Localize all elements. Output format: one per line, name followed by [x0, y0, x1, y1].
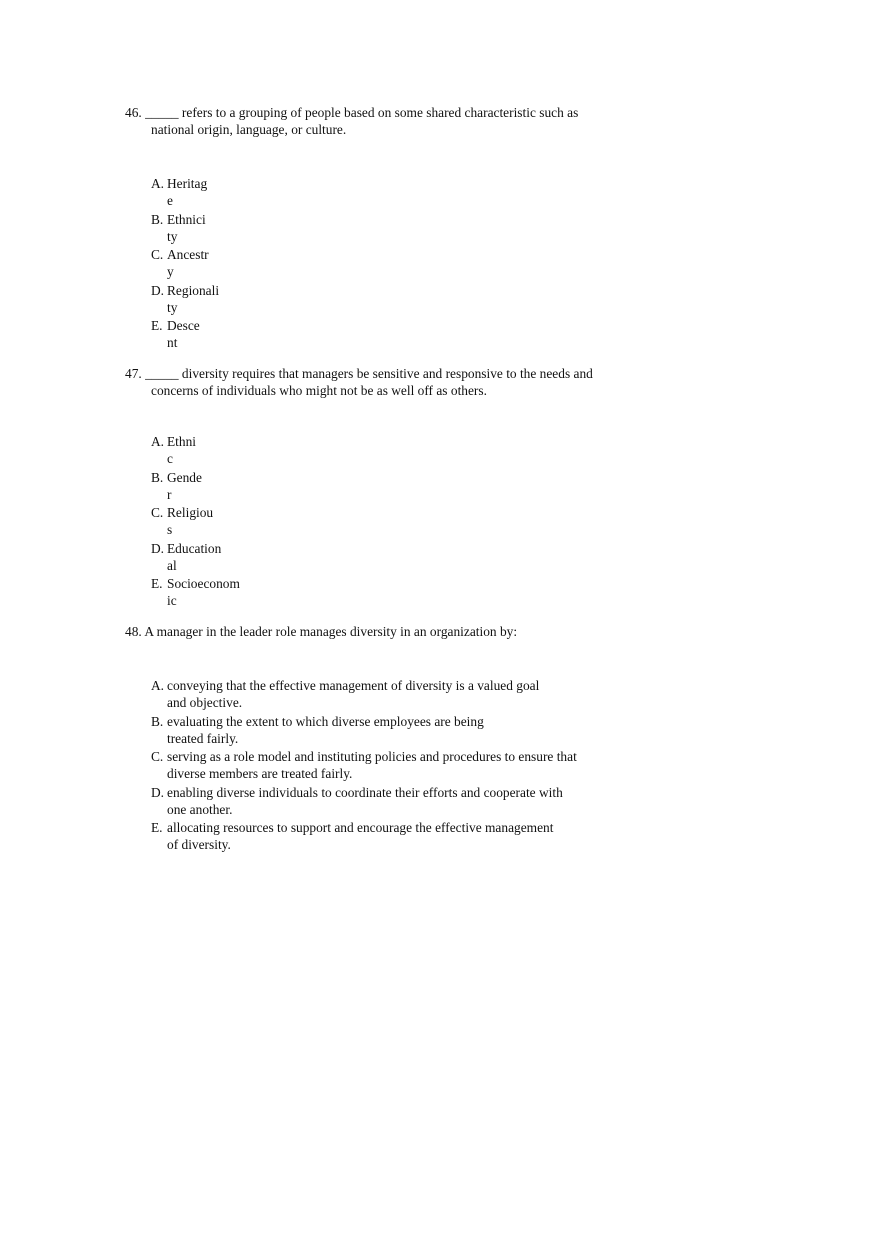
- question-46-stem-line-1: 46. _____ refers to a grouping of people based on some shared characteristic such as: [125, 105, 579, 120]
- question-number: 48.: [125, 624, 142, 639]
- question-47-options: [151, 433, 240, 611]
- question-47-stem-line-2: concerns of individuals who might not be as well off as others.: [151, 383, 487, 398]
- option-letter: A.: [151, 678, 165, 693]
- option-letter: E.: [151, 576, 163, 591]
- option-letter: B.: [151, 713, 164, 729]
- option-a: A. Heritag e: [151, 176, 208, 208]
- option-letter: A.: [151, 176, 165, 191]
- option-letter: D.: [151, 282, 165, 298]
- question-48: [125, 623, 517, 640]
- option-letter: D.: [151, 784, 165, 800]
- question-47-stem-line-1: 47. _____ diversity requires that managers be sensitive and responsive to the needs and: [125, 366, 593, 381]
- option-letter: C.: [151, 749, 164, 764]
- option-d: D. Education al: [151, 540, 222, 573]
- question-46: [125, 104, 578, 138]
- option-a: A. conveying that the effective management of diversity is a valued goal and objective.: [151, 678, 540, 710]
- option-letter: C.: [151, 505, 164, 520]
- question-number: 46.: [125, 105, 142, 120]
- option-letter: E.: [151, 318, 163, 333]
- question-48-stem-line-1: 48. A manager in the leader role manages diversity in an organization by:: [125, 624, 518, 639]
- option-b: B. Ethnici ty: [151, 211, 206, 244]
- option-e: E. Desce nt: [151, 318, 200, 350]
- option-letter: A.: [151, 434, 165, 449]
- question-46-options: [151, 175, 219, 353]
- option-d: D. enabling diverse individuals to coordinate their efforts and cooperate with one another.: [151, 784, 563, 817]
- option-a: A. Ethni c: [151, 434, 197, 466]
- question-number: 47.: [125, 366, 142, 381]
- option-c: C. serving as a role model and instituting policies and procedures to ensure that diverse members are treated fairly.: [151, 749, 577, 781]
- question-47: [125, 365, 593, 399]
- option-b: B. Gende r: [151, 469, 202, 502]
- option-letter: E.: [151, 820, 163, 835]
- option-e: E. Socioeconom ic: [151, 576, 240, 608]
- question-48-options: [151, 677, 577, 855]
- option-letter: C.: [151, 247, 164, 262]
- option-d: D. Regionali ty: [151, 282, 220, 315]
- option-c: C. Ancestr y: [151, 247, 209, 279]
- option-b: B. evaluating the extent to which diverse employees are being treated fairly.: [151, 713, 484, 746]
- option-letter: D.: [151, 540, 165, 556]
- option-c: C. Religiou s: [151, 505, 214, 537]
- question-46-stem-line-2: national origin, language, or culture.: [151, 122, 347, 137]
- option-letter: B.: [151, 211, 164, 227]
- option-e: E. allocating resources to support and encourage the effective management of diversity.: [151, 820, 554, 852]
- option-letter: B.: [151, 469, 164, 485]
